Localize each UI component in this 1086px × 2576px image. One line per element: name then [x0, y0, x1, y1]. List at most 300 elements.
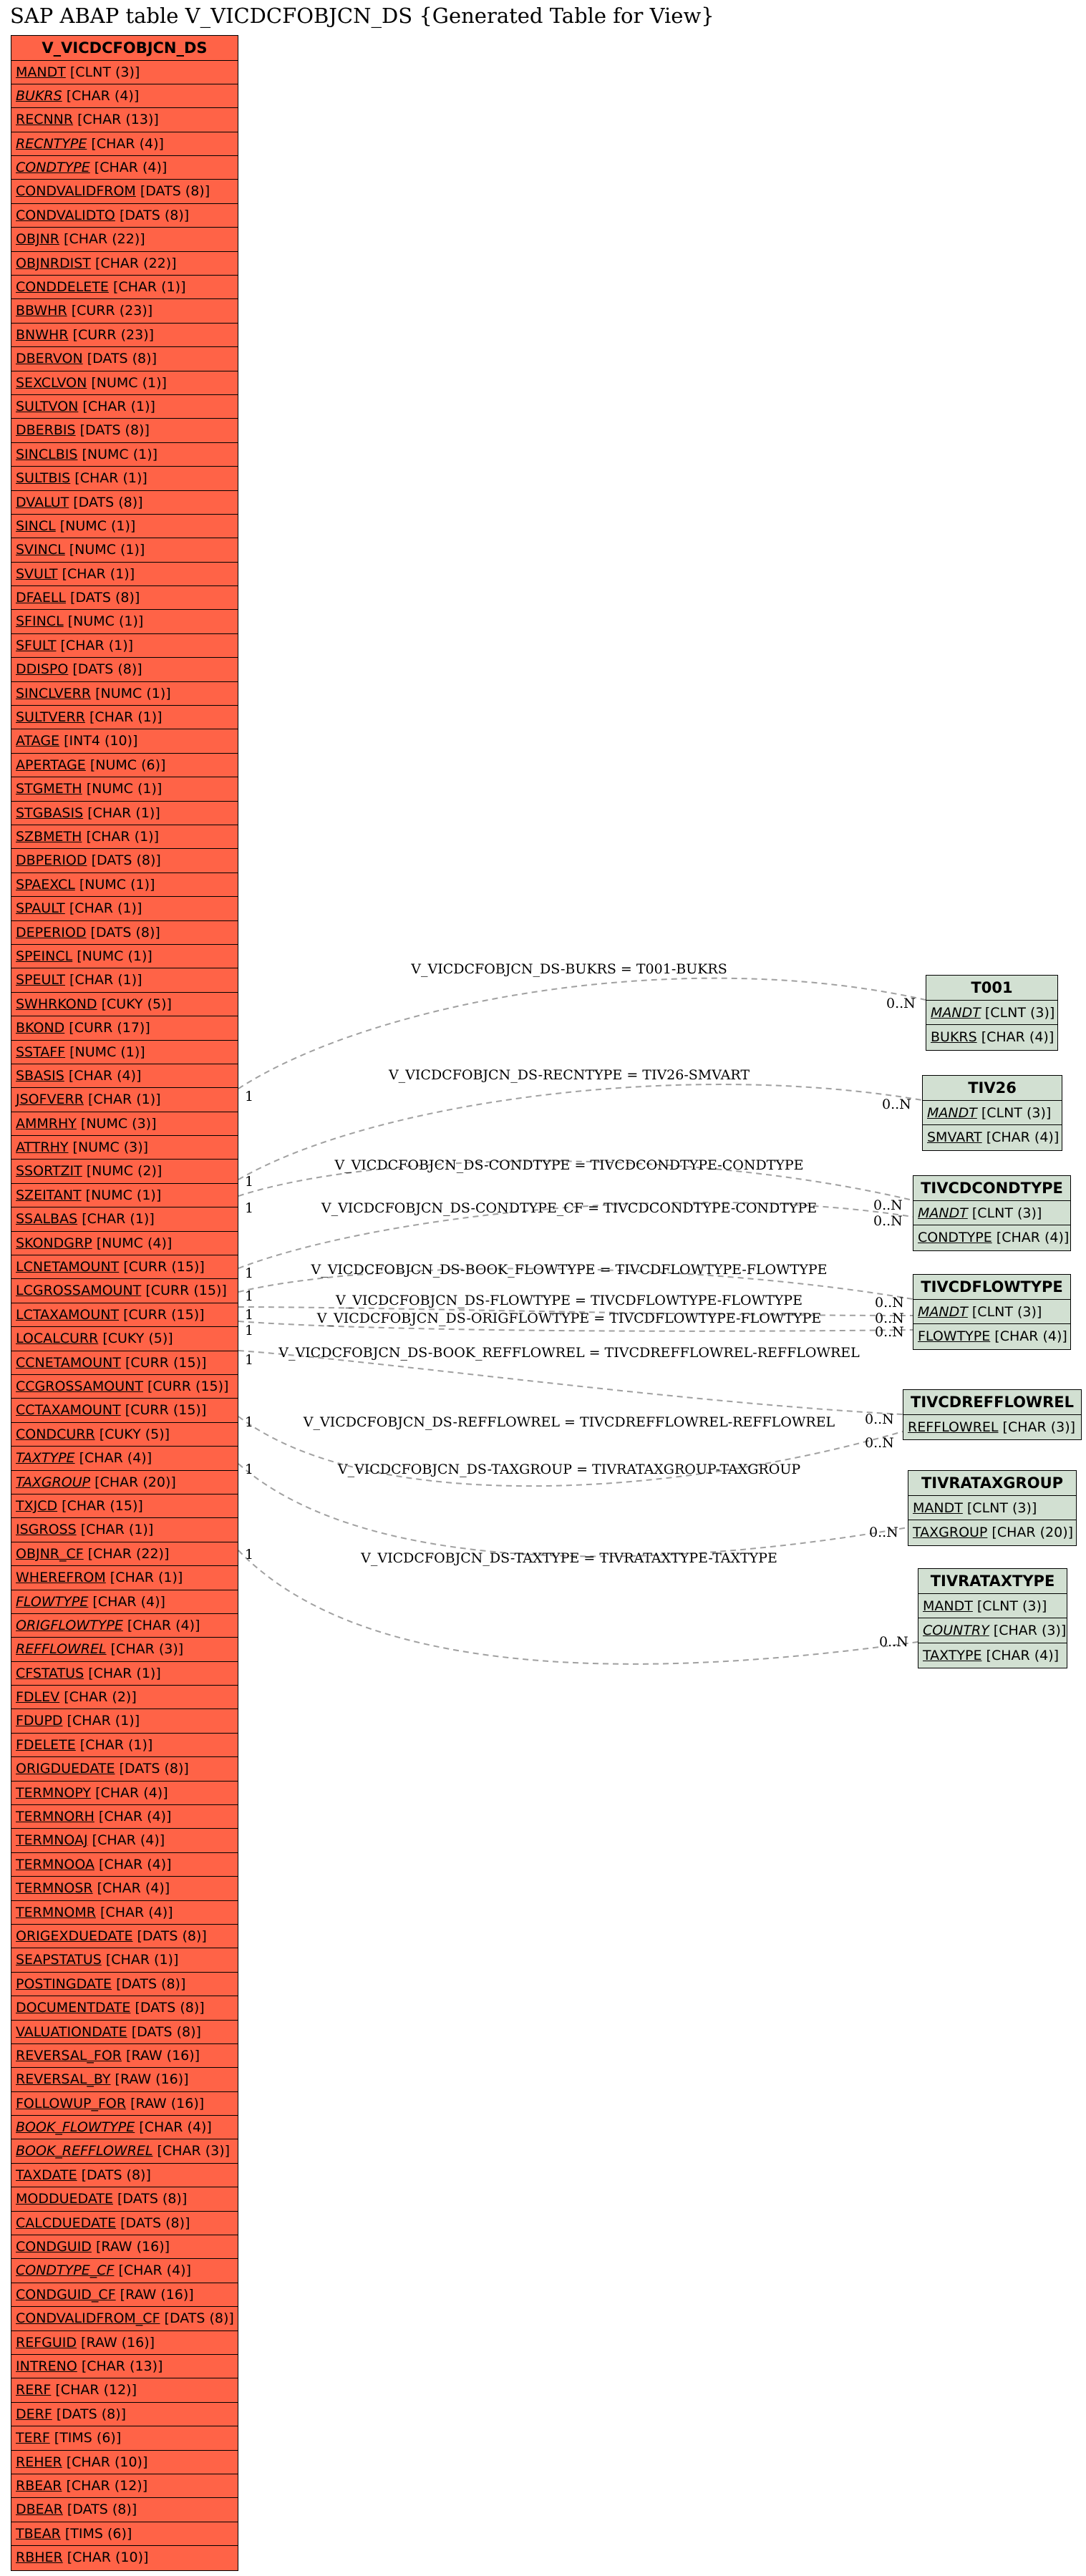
- field-name: CCTAXAMOUNT: [16, 1402, 121, 1419]
- relation-label: V_VICDCFOBJCN_DS-BOOK_REFFLOWREL = TIVCDREFFLOWREL-REFFLOWREL: [278, 1345, 860, 1361]
- related-table-tivcdrefflowrel-header: TIVCDREFFLOWREL: [903, 1390, 1081, 1415]
- page-title: SAP ABAP table V_VICDCFOBJCN_DS {Generated Table for View}: [10, 4, 714, 28]
- main-table-header: V_VICDCFOBJCN_DS: [11, 36, 238, 61]
- relation-label: V_VICDCFOBJCN_DS-CONDTYPE_CF = TIVCDCONDTYPE-CONDTYPE: [321, 1200, 818, 1216]
- main-table-field-row: [11, 1566, 238, 1590]
- main-table-field-row: [11, 156, 238, 180]
- field-type: [CUKY (5)]: [98, 1331, 173, 1347]
- relation-label: V_VICDCFOBJCN_DS-RECNTYPE = TIV26-SMVART: [388, 1067, 750, 1083]
- main-table-field-row: [11, 2331, 238, 2355]
- main-table-field-row: [11, 2522, 238, 2546]
- field-type: [CURR (15)]: [142, 1378, 229, 1394]
- relation-label: V_VICDCFOBJCN_DS-FLOWTYPE = TIVCDFLOWTYPE-FLOWTYPE: [336, 1293, 803, 1308]
- field-name: SVULT: [16, 565, 58, 582]
- main-table-field-row: [11, 658, 238, 681]
- main-table-field-row: [11, 1901, 238, 1925]
- field-type: [DATS (8)]: [112, 1975, 186, 1992]
- related-table-tivcdflowtype-header: TIVCDFLOWTYPE: [913, 1275, 1070, 1300]
- field-name: CONDCURR: [16, 1426, 95, 1442]
- field-type: [CHAR (1)]: [82, 829, 159, 845]
- field-type: [CHAR (4)]: [87, 135, 164, 152]
- field-name: BOOK_REFFLOWREL: [16, 2143, 153, 2159]
- field-name: ORIGEXDUEDATE: [16, 1928, 133, 1944]
- field-type: [DATS (8)]: [69, 494, 143, 510]
- field-name: SULTVERR: [16, 709, 85, 726]
- main-table-field-row: [11, 2235, 238, 2259]
- cardinality-to: 0..N: [886, 996, 916, 1011]
- related-table-tiv26: [922, 1075, 1062, 1151]
- main-table-field-row: [11, 1973, 238, 1996]
- field-type: [CHAR (4)]: [990, 1328, 1067, 1344]
- field-type: [DATS (8)]: [68, 661, 142, 678]
- field-name: ISGROSS: [16, 1522, 77, 1538]
- main-table-field-row: [11, 467, 238, 490]
- field-type: [CLNT (3)]: [962, 1500, 1037, 1516]
- field-name: SINCLVERR: [16, 685, 92, 701]
- field-name: RBEAR: [16, 2477, 62, 2494]
- related-table-tivcdflowtype: [913, 1274, 1071, 1350]
- field-type: [RAW (16)]: [115, 2286, 194, 2303]
- field-type: [DATS (8)]: [116, 2215, 190, 2231]
- main-table-field-row: [11, 252, 238, 276]
- cardinality-from: 1: [245, 1307, 254, 1323]
- field-name: TXJCD: [16, 1497, 58, 1514]
- field-type: [CHAR (1)]: [64, 900, 142, 917]
- main-table-field-row: [11, 228, 238, 251]
- field-type: [INT4 (10)]: [59, 733, 138, 749]
- field-name: FOLLOWUP_FOR: [16, 2095, 127, 2111]
- field-name: SFINCL: [16, 613, 64, 630]
- main-table-field-row: [11, 2164, 238, 2187]
- related-table-tiv26-field-row: [923, 1125, 1062, 1150]
- related-table-tivrataxgroup-field-row: [908, 1520, 1076, 1545]
- field-name: SVINCL: [16, 542, 65, 558]
- field-name: SULTBIS: [16, 470, 71, 487]
- field-type: [CHAR (4)]: [94, 1856, 172, 1872]
- field-name: LOCALCURR: [16, 1331, 99, 1347]
- relation-label: V_VICDCFOBJCN_DS-ORIGFLOWTYPE = TIVCDFLOWTYPE-FLOWTYPE: [316, 1311, 822, 1326]
- main-table-field-row: [11, 634, 238, 658]
- main-table-field-row: [11, 993, 238, 1016]
- field-type: [CURR (15)]: [119, 1259, 205, 1275]
- field-name: DBERVON: [16, 351, 83, 367]
- main-table-field-row: [11, 1829, 238, 1852]
- field-type: [CHAR (13)]: [77, 2358, 163, 2374]
- main-table-field-row: [11, 419, 238, 442]
- field-name: REVERSAL_BY: [16, 2071, 111, 2088]
- field-type: [CHAR (1)]: [83, 805, 160, 821]
- field-name: CONDTYPE: [918, 1230, 992, 1245]
- field-type: [CHAR (22)]: [90, 255, 177, 271]
- field-type: [CHAR (22)]: [83, 1545, 170, 1562]
- field-name: TERMNOSR: [16, 1880, 93, 1897]
- field-type: [DATS (8)]: [135, 183, 210, 200]
- field-type: [CHAR (1)]: [108, 279, 186, 296]
- field-type: [CLNT (3)]: [967, 1303, 1042, 1320]
- main-table-field-row: [11, 61, 238, 84]
- field-name: SKONDGRP: [16, 1235, 92, 1251]
- related-table-t001-field-row: [926, 1025, 1057, 1050]
- main-table-field-row: [11, 1399, 238, 1422]
- cardinality-from: 1: [245, 1323, 254, 1338]
- field-type: [CHAR (4)]: [992, 1230, 1070, 1245]
- field-name: SZBMETH: [16, 829, 82, 845]
- related-table-tivrataxtype-field-row: [918, 1594, 1067, 1619]
- field-name: CCNETAMOUNT: [16, 1354, 121, 1371]
- cardinality-from: 1: [245, 1288, 254, 1304]
- field-type: [CHAR (3)]: [106, 1641, 184, 1658]
- field-name: DBEAR: [16, 2502, 63, 2518]
- field-name: TAXGROUP: [16, 1474, 91, 1490]
- field-name: CONDVALIDFROM_CF: [16, 2310, 160, 2327]
- field-name: RECNTYPE: [16, 135, 87, 152]
- field-name: TAXGROUP: [913, 1525, 988, 1540]
- main-table-field-row: [11, 299, 238, 323]
- cardinality-from: 1: [245, 1265, 254, 1281]
- main-table-field-row: [11, 729, 238, 753]
- main-table-field-row: [11, 276, 238, 299]
- field-name: DOCUMENTDATE: [16, 2000, 131, 2016]
- main-table-field-row: [11, 1662, 238, 1686]
- field-type: [CHAR (20)]: [90, 1474, 176, 1490]
- field-name: ATTRHY: [16, 1139, 69, 1156]
- field-type: [CURR (23)]: [68, 326, 155, 343]
- field-name: ORIGDUEDATE: [16, 1761, 115, 1777]
- field-type: [CHAR (10)]: [62, 2454, 148, 2470]
- field-type: [CHAR (12)]: [51, 2382, 137, 2398]
- field-type: [CHAR (13)]: [73, 112, 159, 128]
- main-table-field-row: [11, 1782, 238, 1805]
- field-name: RERF: [16, 2382, 52, 2398]
- main-table-field-row: [11, 2378, 238, 2402]
- field-type: [CHAR (12)]: [62, 2477, 148, 2494]
- relation-line: [238, 1464, 908, 1556]
- related-table-tivcdcondtype-header: TIVCDCONDTYPE: [913, 1176, 1070, 1201]
- related-table-tivcdcondtype-field-row: [913, 1201, 1070, 1226]
- field-type: [CLNT (3)]: [967, 1205, 1042, 1221]
- field-name: DFAELL: [16, 590, 66, 606]
- cardinality-from: 1: [245, 1089, 254, 1104]
- main-table-field-row: [11, 2546, 238, 2570]
- main-table-field-row: [11, 706, 238, 729]
- cardinality-from: 1: [245, 1174, 254, 1190]
- field-name: REFGUID: [16, 2334, 77, 2351]
- main-table-field-row: [11, 1447, 238, 1470]
- field-type: [CHAR (4)]: [981, 1647, 1060, 1663]
- field-type: [CHAR (1)]: [56, 637, 134, 653]
- field-name: CCGROSSAMOUNT: [16, 1378, 143, 1394]
- field-name: SSALBAS: [16, 1211, 78, 1228]
- field-name: DBERBIS: [16, 422, 76, 439]
- field-type: [NUMC (1)]: [63, 613, 144, 630]
- field-name: SBASIS: [16, 1067, 64, 1084]
- related-table-tivcdcondtype: [913, 1175, 1071, 1251]
- field-type: [NUMC (1)]: [72, 948, 152, 964]
- field-name: CONDGUID_CF: [16, 2286, 116, 2303]
- field-name: LCNETAMOUNT: [16, 1259, 120, 1275]
- field-type: [DATS (8)]: [115, 1761, 189, 1777]
- field-type: [CHAR (4)]: [976, 1029, 1055, 1045]
- field-type: [NUMC (1)]: [87, 374, 167, 391]
- main-table-field-row: [11, 1232, 238, 1255]
- field-type: [DATS (8)]: [115, 207, 190, 223]
- main-table-field-row: [11, 1160, 238, 1183]
- field-name: REHER: [16, 2454, 62, 2470]
- field-type: [CHAR (1)]: [78, 398, 155, 414]
- main-table-field-row: [11, 1136, 238, 1160]
- related-table-t001-header: T001: [926, 976, 1057, 1001]
- field-type: [CHAR (4)]: [91, 1784, 168, 1801]
- field-name: MANDT: [918, 1205, 968, 1221]
- field-type: [DATS (8)]: [160, 2310, 234, 2327]
- main-table-field-row: [11, 682, 238, 706]
- related-table-tivrataxtype-field-row: [918, 1618, 1067, 1643]
- main-table-field-row: [11, 945, 238, 968]
- field-type: [NUMC (1)]: [81, 1187, 162, 1203]
- main-table-field-row: [11, 1184, 238, 1207]
- related-table-tivrataxgroup-header: TIVRATAXGROUP: [908, 1471, 1076, 1496]
- field-name: DDISPO: [16, 661, 69, 678]
- field-type: [NUMC (1)]: [55, 517, 136, 534]
- field-name: TERF: [16, 2430, 50, 2446]
- relation-label: V_VICDCFOBJCN_DS-REFFLOWREL = TIVCDREFFLOWREL-REFFLOWREL: [303, 1414, 835, 1430]
- field-type: [CHAR (1)]: [62, 1713, 140, 1729]
- field-name: BKOND: [16, 1020, 65, 1036]
- field-type: [CHAR (4)]: [92, 1880, 170, 1897]
- main-table-field-row: [11, 1948, 238, 1972]
- main-table-field-row: [11, 2139, 238, 2163]
- main-table-field-row: [11, 1255, 238, 1279]
- main-table-field-row: [11, 1112, 238, 1136]
- field-type: [DATS (8)]: [52, 2406, 127, 2422]
- field-type: [TIMS (6)]: [60, 2525, 132, 2542]
- field-name: POSTINGDATE: [16, 1975, 112, 1992]
- field-type: [CHAR (1)]: [77, 1211, 155, 1228]
- field-type: [CHAR (4)]: [74, 1450, 152, 1467]
- field-name: CONDGUID: [16, 2239, 92, 2255]
- cardinality-to: 0..N: [879, 1634, 908, 1650]
- field-type: [CHAR (1)]: [65, 972, 142, 988]
- main-table-field-row: [11, 2498, 238, 2522]
- main-table-field-row: [11, 538, 238, 562]
- field-name: DBPERIOD: [16, 852, 87, 869]
- field-name: SINCL: [16, 517, 56, 534]
- field-name: MANDT: [923, 1598, 973, 1614]
- main-table-field-row: [11, 2187, 238, 2211]
- field-name: RECNNR: [16, 112, 74, 128]
- field-type: [CHAR (4)]: [981, 1129, 1060, 1145]
- field-type: [NUMC (1)]: [77, 446, 158, 462]
- main-table-field-row: [11, 1327, 238, 1351]
- field-type: [DATS (8)]: [62, 2502, 137, 2518]
- main-table-field-row: [11, 2426, 238, 2450]
- related-table-tiv26-header: TIV26: [923, 1076, 1062, 1101]
- main-table-field-row: [11, 1709, 238, 1733]
- field-type: [CHAR (4)]: [62, 87, 140, 104]
- field-name: SSORTZIT: [16, 1163, 82, 1180]
- field-type: [CURR (15)]: [120, 1402, 207, 1419]
- cardinality-to: 0..N: [873, 1213, 903, 1229]
- main-table-field-row: [11, 802, 238, 825]
- field-type: [CLNT (3)]: [980, 1004, 1055, 1021]
- field-type: [CHAR (1)]: [84, 1665, 161, 1681]
- main-table-field-row: [11, 1279, 238, 1303]
- field-type: [CHAR (3)]: [152, 2143, 231, 2159]
- field-type: [NUMC (1)]: [91, 685, 171, 701]
- main-table-field-row: [11, 395, 238, 419]
- main-table-field-row: [11, 2021, 238, 2044]
- cardinality-to: 0..N: [865, 1435, 894, 1451]
- field-name: SPEULT: [16, 972, 66, 988]
- field-name: CONDDELETE: [16, 279, 109, 296]
- field-name: FLOWTYPE: [16, 1593, 89, 1610]
- field-type: [CHAR (1)]: [101, 1952, 179, 1968]
- main-table-field-row: [11, 1303, 238, 1327]
- field-name: SFULT: [16, 637, 57, 653]
- field-type: [CURR (23)]: [67, 303, 153, 319]
- cardinality-to: 0..N: [865, 1411, 894, 1427]
- main-table-field-row: [11, 1614, 238, 1638]
- field-name: REFFLOWREL: [16, 1641, 107, 1658]
- main-table-field-row: [11, 1207, 238, 1231]
- main-table-field-row: [11, 2403, 238, 2426]
- main-table-field-row: [11, 1542, 238, 1566]
- field-name: BUKRS: [16, 87, 62, 104]
- field-type: [CHAR (15)]: [57, 1497, 143, 1514]
- cardinality-from: 1: [245, 1462, 254, 1477]
- field-type: [CHAR (4)]: [114, 2262, 192, 2279]
- field-type: [NUMC (1)]: [74, 876, 155, 893]
- main-table-field-row: [11, 1686, 238, 1709]
- field-name: BNWHR: [16, 326, 69, 343]
- field-type: [CURR (15)]: [141, 1283, 227, 1299]
- field-name: CALCDUEDATE: [16, 2215, 117, 2231]
- field-name: SPAEXCL: [16, 876, 75, 893]
- main-table-field-row: [11, 1877, 238, 1900]
- field-name: CONDVALIDFROM: [16, 183, 136, 200]
- field-name: SEAPSTATUS: [16, 1952, 102, 1968]
- field-name: SWHRKOND: [16, 996, 97, 1012]
- cardinality-to: 0..N: [875, 1311, 904, 1326]
- main-table-field-row: [11, 1996, 238, 2020]
- related-table-tivrataxtype-field-row: [918, 1643, 1067, 1668]
- main-table-field-row: [11, 84, 238, 108]
- field-name: BUKRS: [931, 1029, 977, 1045]
- field-name: CONDTYPE_CF: [16, 2262, 115, 2279]
- field-type: [DATS (8)]: [75, 422, 150, 439]
- field-name: DEPERIOD: [16, 924, 87, 941]
- main-table-field-row: [11, 347, 238, 371]
- field-type: [CUKY (5)]: [94, 1426, 170, 1442]
- field-name: SINCLBIS: [16, 446, 78, 462]
- field-name: COUNTRY: [923, 1623, 989, 1638]
- main-table-field-row: [11, 1471, 238, 1494]
- cardinality-to: 0..N: [869, 1525, 898, 1540]
- field-name: TERMNOAJ: [16, 1832, 88, 1849]
- relation-label: V_VICDCFOBJCN_DS-CONDTYPE = TIVCDCONDTYPE-CONDTYPE: [334, 1157, 804, 1173]
- field-type: [CLNT (3)]: [972, 1598, 1047, 1614]
- field-name: FDELETE: [16, 1736, 76, 1753]
- field-type: [DATS (8)]: [127, 2023, 201, 2040]
- field-name: TAXDATE: [16, 2167, 77, 2183]
- relation-label: V_VICDCFOBJCN_DS-BOOK_FLOWTYPE = TIVCDFLOWTYPE-FLOWTYPE: [311, 1262, 828, 1278]
- field-name: SEXCLVON: [16, 374, 87, 391]
- field-type: [NUMC (3)]: [76, 1115, 157, 1132]
- field-type: [NUMC (1)]: [64, 542, 145, 558]
- field-type: [CHAR (1)]: [70, 470, 147, 487]
- main-table-field-row: [11, 1088, 238, 1112]
- field-name: JSOFVERR: [16, 1092, 84, 1108]
- field-name: TAXTYPE: [16, 1450, 75, 1467]
- field-name: SMVART: [927, 1129, 982, 1145]
- cardinality-to: 0..N: [875, 1324, 904, 1340]
- field-name: MANDT: [913, 1500, 963, 1516]
- field-type: [CLNT (3)]: [976, 1104, 1052, 1121]
- main-table-field-row: [11, 2474, 238, 2498]
- main-table-field-row: [11, 610, 238, 633]
- field-name: FLOWTYPE: [918, 1328, 991, 1344]
- relation-label: V_VICDCFOBJCN_DS-TAXGROUP = TIVRATAXGROUP-TAXGROUP: [337, 1462, 801, 1477]
- field-name: TERMNOPY: [16, 1784, 92, 1801]
- main-table-field-row: [11, 1518, 238, 1542]
- field-name: INTRENO: [16, 2358, 77, 2374]
- field-type: [CUKY (5)]: [97, 996, 172, 1012]
- main-table-field-row: [11, 2044, 238, 2068]
- field-type: [CHAR (4)]: [122, 1617, 200, 1633]
- relation-label: V_VICDCFOBJCN_DS-BUKRS = T001-BUKRS: [411, 961, 727, 977]
- field-name: REVERSAL_FOR: [16, 2047, 122, 2064]
- field-type: [TIMS (6)]: [49, 2430, 122, 2446]
- field-type: [CHAR (1)]: [57, 565, 135, 582]
- field-name: TERMNOOA: [16, 1856, 94, 1872]
- main-table-field-row: [11, 849, 238, 873]
- related-table-t001-field-row: [926, 1001, 1057, 1026]
- field-type: [RAW (16)]: [77, 2334, 155, 2351]
- field-name: CFSTATUS: [16, 1665, 84, 1681]
- field-type: [DATS (8)]: [66, 590, 140, 606]
- main-table-field-row: [11, 921, 238, 945]
- field-name: FDLEV: [16, 1689, 60, 1706]
- field-type: [CHAR (3)]: [998, 1419, 1076, 1435]
- field-type: [CURR (15)]: [120, 1354, 207, 1371]
- field-type: [NUMC (2)]: [82, 1163, 163, 1180]
- main-table-field-row: [11, 968, 238, 992]
- field-name: WHEREFROM: [16, 1570, 106, 1586]
- field-name: BOOK_FLOWTYPE: [16, 2119, 135, 2136]
- main-table-field-row: [11, 1064, 238, 1088]
- main-table-field-row: [11, 132, 238, 156]
- field-name: VALUATIONDATE: [16, 2023, 127, 2040]
- main-table-field-row: [11, 1925, 238, 1948]
- related-table-t001: [926, 975, 1058, 1051]
- main-table-field-row: [11, 1734, 238, 1757]
- field-name: LCGROSSAMOUNT: [16, 1283, 142, 1299]
- main-table-field-row: [11, 1016, 238, 1040]
- main-table-field-row: [11, 2068, 238, 2091]
- main-table-field-row: [11, 1853, 238, 1877]
- field-type: [CHAR (4)]: [89, 160, 168, 176]
- field-name: SPAULT: [16, 900, 65, 917]
- field-name: MANDT: [918, 1303, 968, 1320]
- field-type: [CHAR (4)]: [64, 1067, 142, 1084]
- field-name: SSTAFF: [16, 1044, 66, 1060]
- field-name: DERF: [16, 2406, 52, 2422]
- field-type: [CHAR (1)]: [83, 1092, 161, 1108]
- field-name: SPEINCL: [16, 948, 73, 964]
- field-type: [CHAR (4)]: [135, 2119, 212, 2136]
- main-table-field-row: [11, 1351, 238, 1375]
- related-table-tivrataxtype-header: TIVRATAXTYPE: [918, 1569, 1067, 1594]
